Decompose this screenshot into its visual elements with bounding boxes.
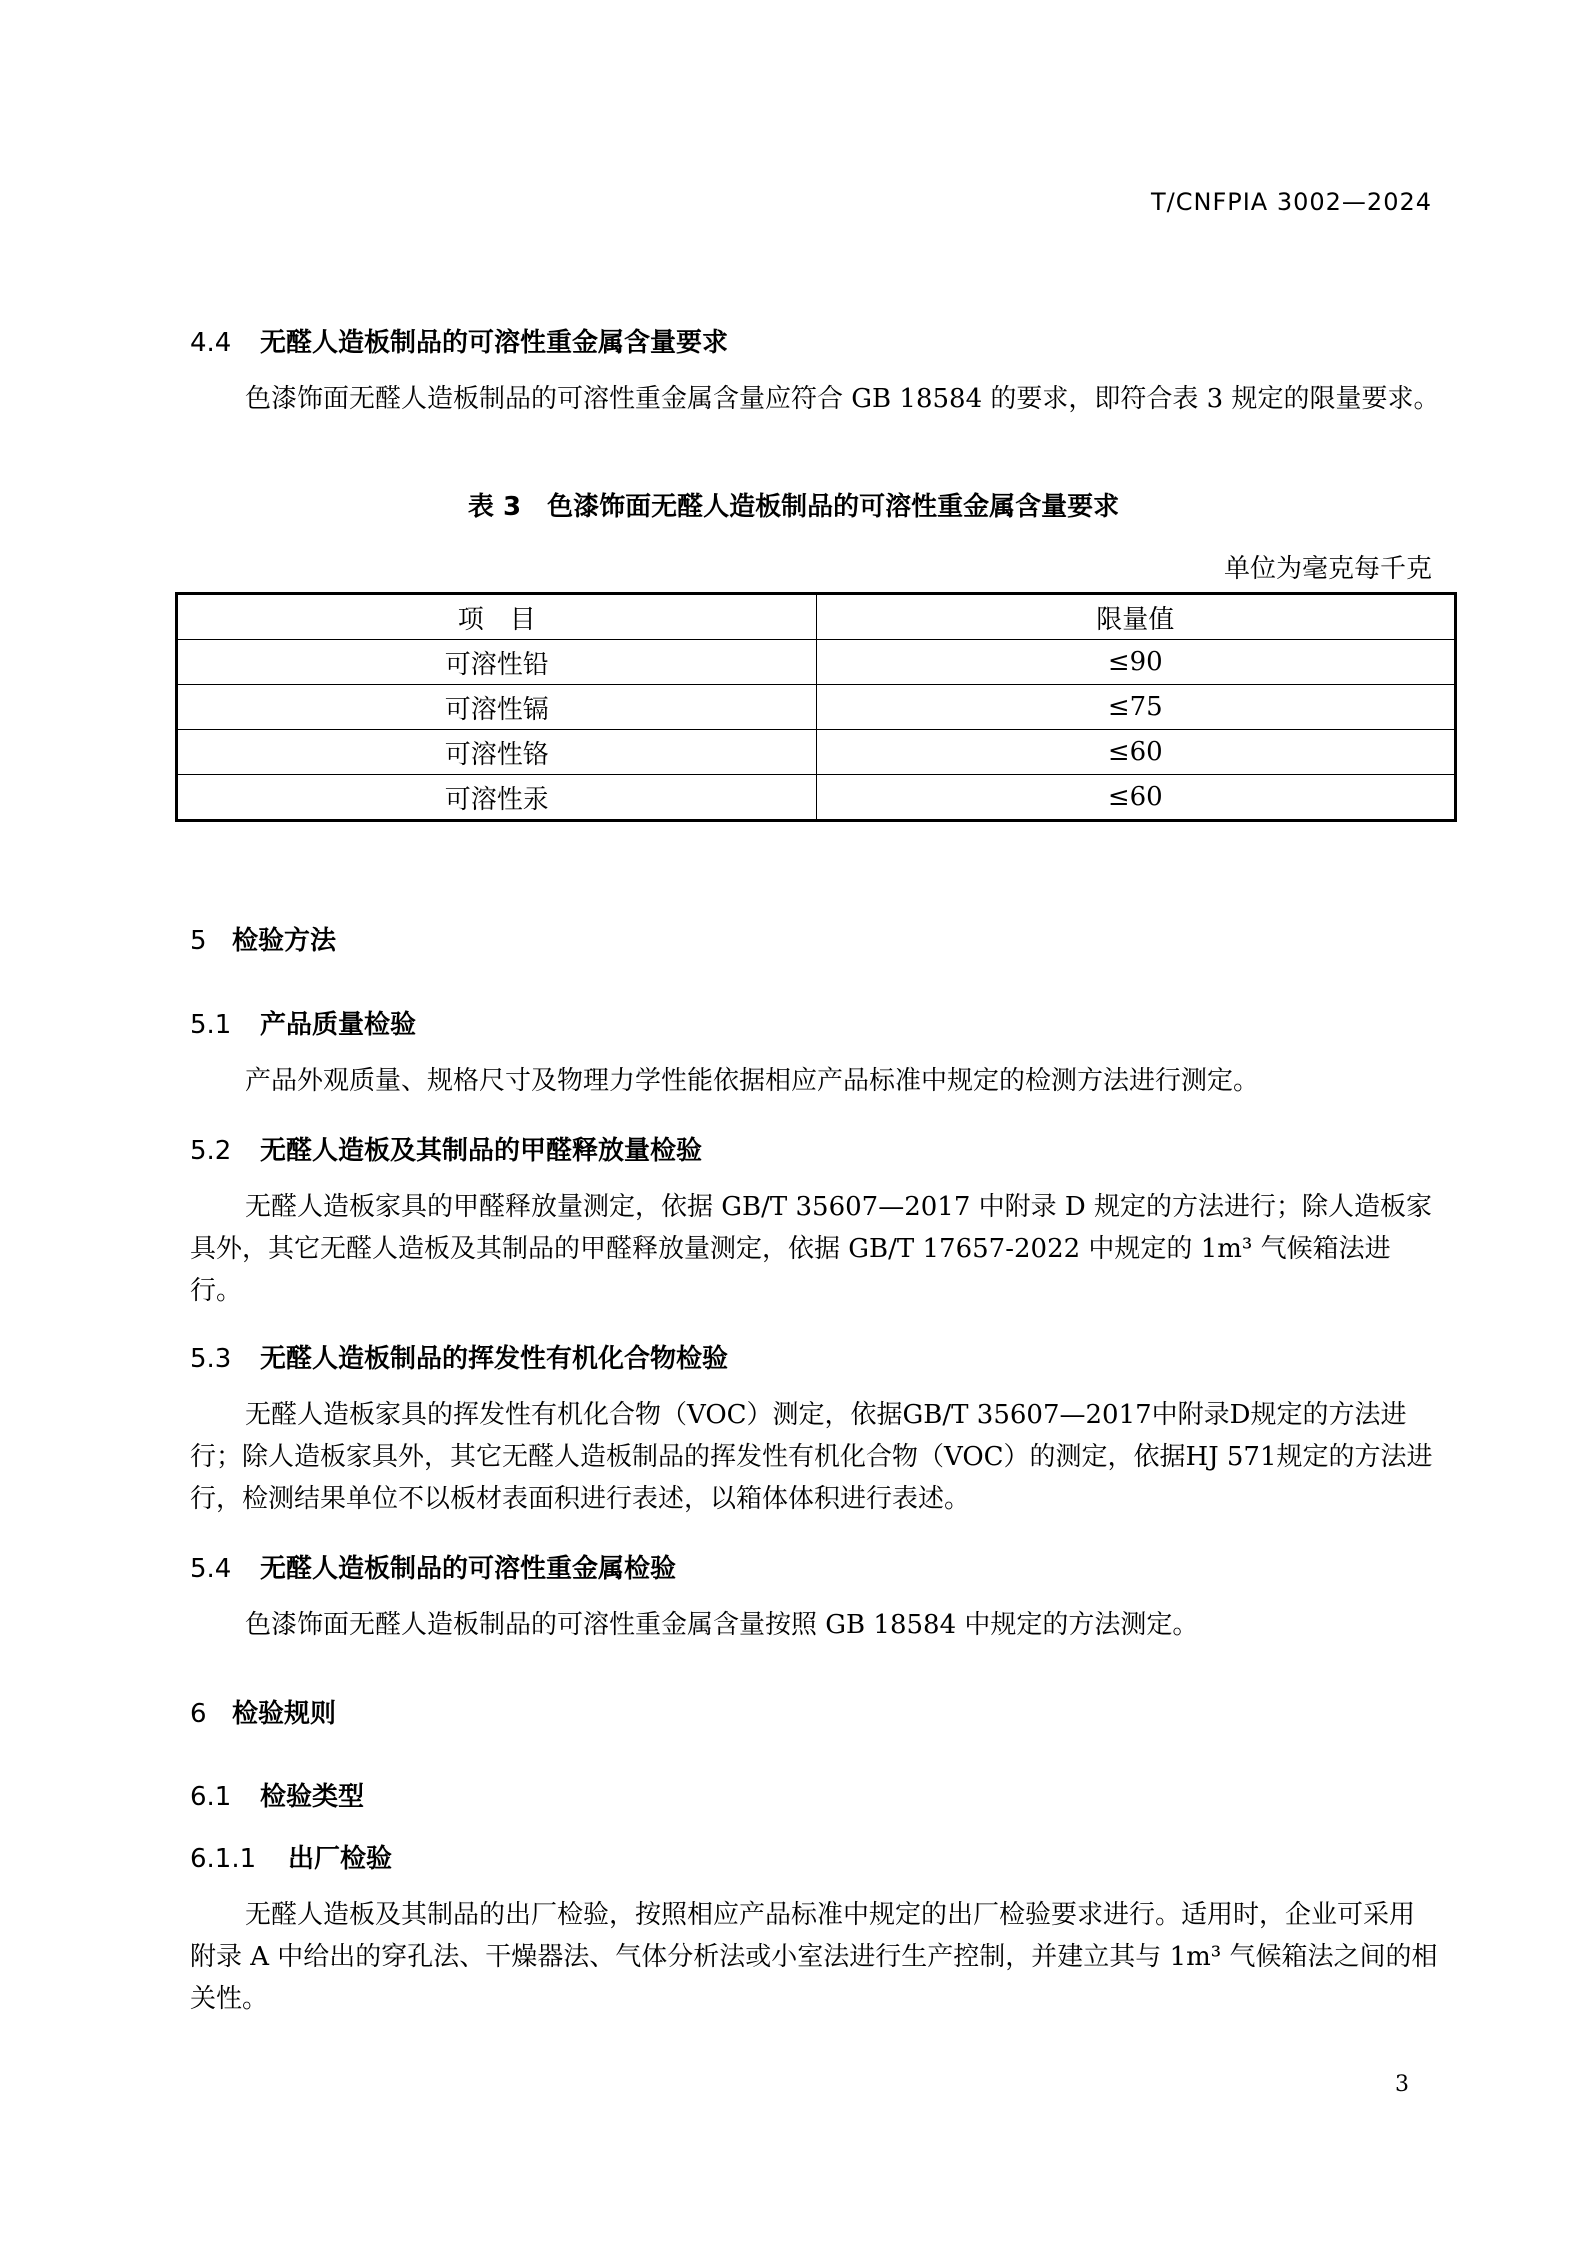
section-title: 无醛人造板制品的可溶性重金属检验 — [260, 1554, 677, 1584]
section-number: 6.1 — [190, 1782, 232, 1812]
paragraph-5-1: 产品外观质量、规格尺寸及物理力学性能依据相应产品标准中规定的检测方法进行测定。 — [245, 1066, 1260, 1096]
cell-limit: ≤75 — [816, 685, 1456, 730]
paragraph-6-1-1: 无醛人造板及其制品的出厂检验，按照相应产品标准中规定的出厂检验要求进行。适用时，企业可采用附录 A 中给出的穿孔法、干燥器法、气体分析法或小室法进行生产控制，并建立其与 1m³ 气候箱法之间的相关性。 — [190, 1900, 1438, 2014]
section-title: 产品质量检验 — [260, 1010, 417, 1040]
table-row — [177, 775, 1456, 821]
section-heading-5-3 — [190, 1338, 728, 1375]
table-row — [177, 730, 1456, 775]
section-heading-5-1 — [190, 1004, 416, 1041]
section-heading-6-1 — [190, 1776, 364, 1813]
section-number: 5.2 — [190, 1136, 232, 1166]
cell-item: 可溶性镉 — [177, 685, 817, 730]
table-caption: 表 3 色漆饰面无醛人造板制品的可溶性重金属含量要求 — [467, 492, 1120, 522]
table-row — [177, 640, 1456, 685]
table-row — [177, 685, 1456, 730]
section-number: 5.1 — [190, 1010, 232, 1040]
cell-limit: ≤90 — [816, 640, 1456, 685]
header-limit: 限量值 — [816, 594, 1456, 640]
section-number: 6.1.1 — [190, 1844, 257, 1874]
section-number: 5 — [190, 926, 207, 956]
section-title: 检验类型 — [260, 1782, 365, 1812]
limits-table — [175, 592, 1457, 822]
header-item: 项 目 — [177, 594, 817, 640]
document-number: T/CNFPIA 3002—2024 — [1150, 188, 1432, 216]
cell-item: 可溶性铬 — [177, 730, 817, 775]
section-number: 5.4 — [190, 1554, 232, 1584]
section-number: 6 — [190, 1699, 207, 1729]
section-heading-5-2 — [190, 1130, 702, 1167]
section-heading-5 — [190, 920, 336, 957]
section-title: 无醛人造板制品的可溶性重金属含量要求 — [260, 328, 729, 358]
paragraph-5-3: 无醛人造板家具的挥发性有机化合物（VOC）测定，依据GB/T 35607—2017中附录D规定的方法进行；除人造板家具外，其它无醛人造板制品的挥发性有机化合物（VOC）的测定，依据HJ 571规定的方法进行，检测结果单位不以板材表面积进行表述，以箱体体积进行表述。 — [190, 1400, 1433, 1514]
paragraph-5-2: 无醛人造板家具的甲醛释放量测定，依据 GB/T 35607—2017 中附录 D 规定的方法进行；除人造板家具外，其它无醛人造板及其制品的甲醛释放量测定，依据 GB/T 17657-2022 中规定的 1m³ 气候箱法进行。 — [190, 1192, 1433, 1306]
section-title: 检验规则 — [232, 1699, 337, 1729]
section-heading-5-4 — [190, 1548, 676, 1585]
cell-limit: ≤60 — [816, 775, 1456, 821]
section-number: 4.4 — [190, 328, 232, 358]
page-number: 3 — [1395, 2072, 1409, 2097]
section-number: 5.3 — [190, 1344, 232, 1374]
paragraph-4-4: 色漆饰面无醛人造板制品的可溶性重金属含量应符合 GB 18584 的要求，即符合表 3 规定的限量要求。 — [245, 384, 1440, 414]
section-heading-4-4 — [190, 322, 728, 359]
table-unit: 单位为毫克每千克 — [1223, 554, 1432, 584]
cell-limit: ≤60 — [816, 730, 1456, 775]
section-title: 无醛人造板及其制品的甲醛释放量检验 — [260, 1136, 703, 1166]
section-heading-6-1-1 — [190, 1838, 392, 1875]
section-title: 无醛人造板制品的挥发性有机化合物检验 — [260, 1344, 729, 1374]
section-heading-6 — [190, 1693, 336, 1730]
section-title: 出厂检验 — [288, 1844, 393, 1874]
section-title: 检验方法 — [232, 926, 337, 956]
cell-item: 可溶性铅 — [177, 640, 817, 685]
cell-item: 可溶性汞 — [177, 775, 817, 821]
table-header-row — [177, 594, 1456, 640]
paragraph-5-4: 色漆饰面无醛人造板制品的可溶性重金属含量按照 GB 18584 中规定的方法测定。 — [245, 1610, 1199, 1640]
